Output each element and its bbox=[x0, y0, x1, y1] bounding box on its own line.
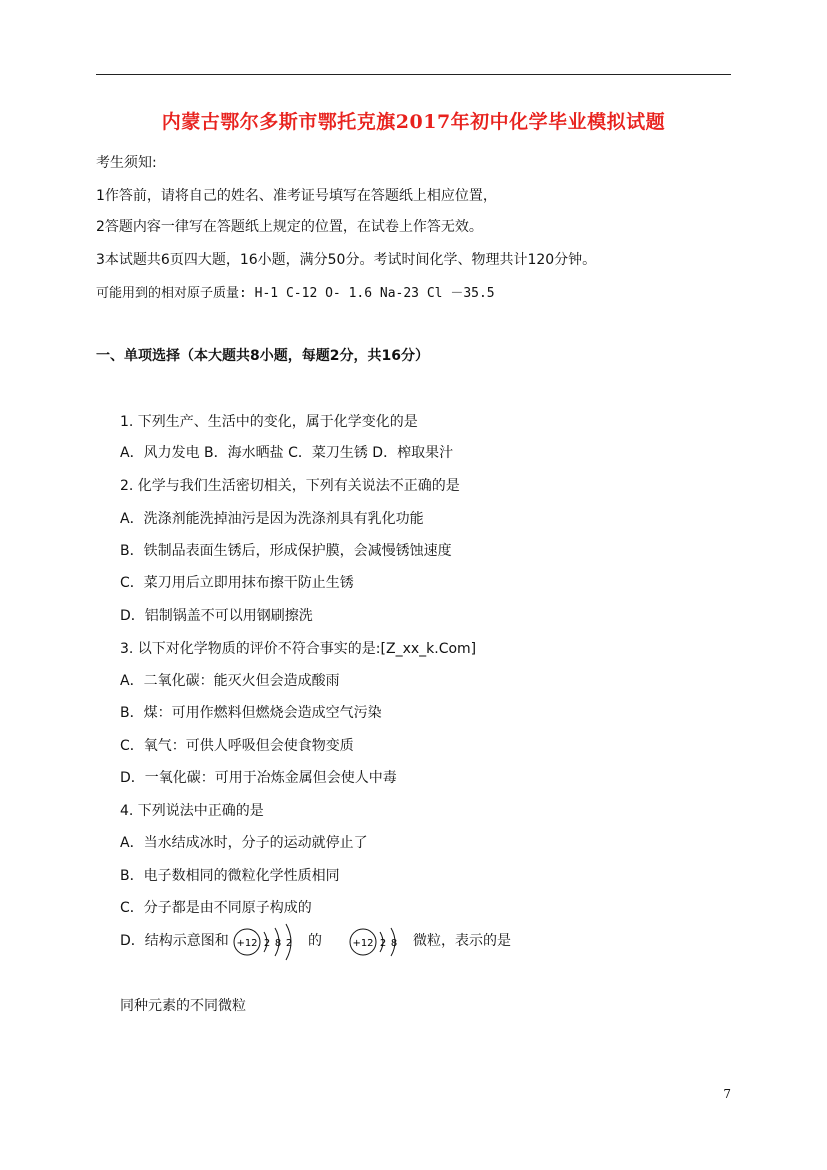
question-option-d-suffix: 微粒，表示的是 bbox=[413, 933, 511, 949]
notice-item: 3本试题共6页四大题，16小题，满分50分。考试时间化学、物理共计120分钟。 bbox=[96, 252, 597, 268]
header-rule bbox=[96, 74, 731, 75]
question-options: A．风力发电 B．海水晒盐 C．菜刀生锈 D．榨取果汁 bbox=[120, 445, 454, 461]
question-option: D．一氧化碳：可用于冶炼金属但会使人中毒 bbox=[120, 770, 397, 786]
question-stem: 1. 下列生产、生活中的变化，属于化学变化的是 bbox=[120, 414, 418, 430]
question-option: A．洗涤剂能洗掉油污是因为洗涤剂具有乳化功能 bbox=[120, 511, 424, 527]
question-stem: 4. 下列说法中正确的是 bbox=[120, 803, 264, 819]
shell-count: 2 bbox=[263, 938, 271, 949]
page-number: 7 bbox=[723, 1087, 731, 1101]
question-option: B．铁制品表面生锈后，形成保护膜，会减慢锈蚀速度 bbox=[120, 543, 452, 559]
nucleus-charge: +12 bbox=[352, 938, 374, 949]
shell-count: 8 bbox=[274, 938, 282, 949]
question-option-d-mid: 的 bbox=[308, 933, 322, 949]
question-stem: 2. 化学与我们生活密切相关，下列有关说法不正确的是 bbox=[120, 478, 460, 494]
shell-count: 2 bbox=[379, 938, 387, 949]
atomic-masses: 可能用到的相对原子质量: H-1 C-12 O- 1.6 Na-23 Cl －35.5 bbox=[96, 286, 495, 301]
notice-heading: 考生须知: bbox=[96, 155, 157, 171]
question-option: B．电子数相同的微粒化学性质相同 bbox=[120, 868, 340, 884]
atom-structure-diagram-1 bbox=[230, 920, 296, 964]
question-option: B．煤：可用作燃料但燃烧会造成空气污染 bbox=[120, 705, 382, 721]
question-option: A．二氧化碳：能灭火但会造成酸雨 bbox=[120, 673, 340, 689]
shell-count: 8 bbox=[390, 938, 398, 949]
question-option-d-continuation: 同种元素的不同微粒 bbox=[120, 998, 246, 1014]
question-option: C．分子都是由不同原子构成的 bbox=[120, 900, 312, 916]
notice-item: 2答题内容一律写在答题纸上规定的位置，在试卷上作答无效。 bbox=[96, 219, 483, 235]
section-heading: 一、单项选择（本大题共8小题，每题2分，共16分） bbox=[96, 348, 429, 364]
question-option: C．菜刀用后立即用抹布擦干防止生锈 bbox=[120, 575, 354, 591]
question-option: A．当水结成冰时，分子的运动就停止了 bbox=[120, 835, 368, 851]
question-option: D．铝制锅盖不可以用钢刷擦洗 bbox=[120, 608, 313, 624]
question-option-d-prefix: D．结构示意图和 bbox=[120, 933, 229, 949]
page-title: 内蒙古鄂尔多斯市鄂托克旗2017年初中化学毕业模拟试题 bbox=[161, 111, 666, 133]
question-stem: 3. 以下对化学物质的评价不符合事实的是:[Z_xx_k.Com] bbox=[120, 641, 477, 657]
shell-count: 2 bbox=[285, 938, 293, 949]
nucleus-charge: +12 bbox=[236, 938, 258, 949]
question-option: C．氧气：可供人呼吸但会使食物变质 bbox=[120, 738, 354, 754]
notice-item: 1作答前，请将自己的姓名、准考证号填写在答题纸上相应位置， bbox=[96, 188, 497, 204]
atom-structure-diagram-2 bbox=[346, 920, 404, 964]
